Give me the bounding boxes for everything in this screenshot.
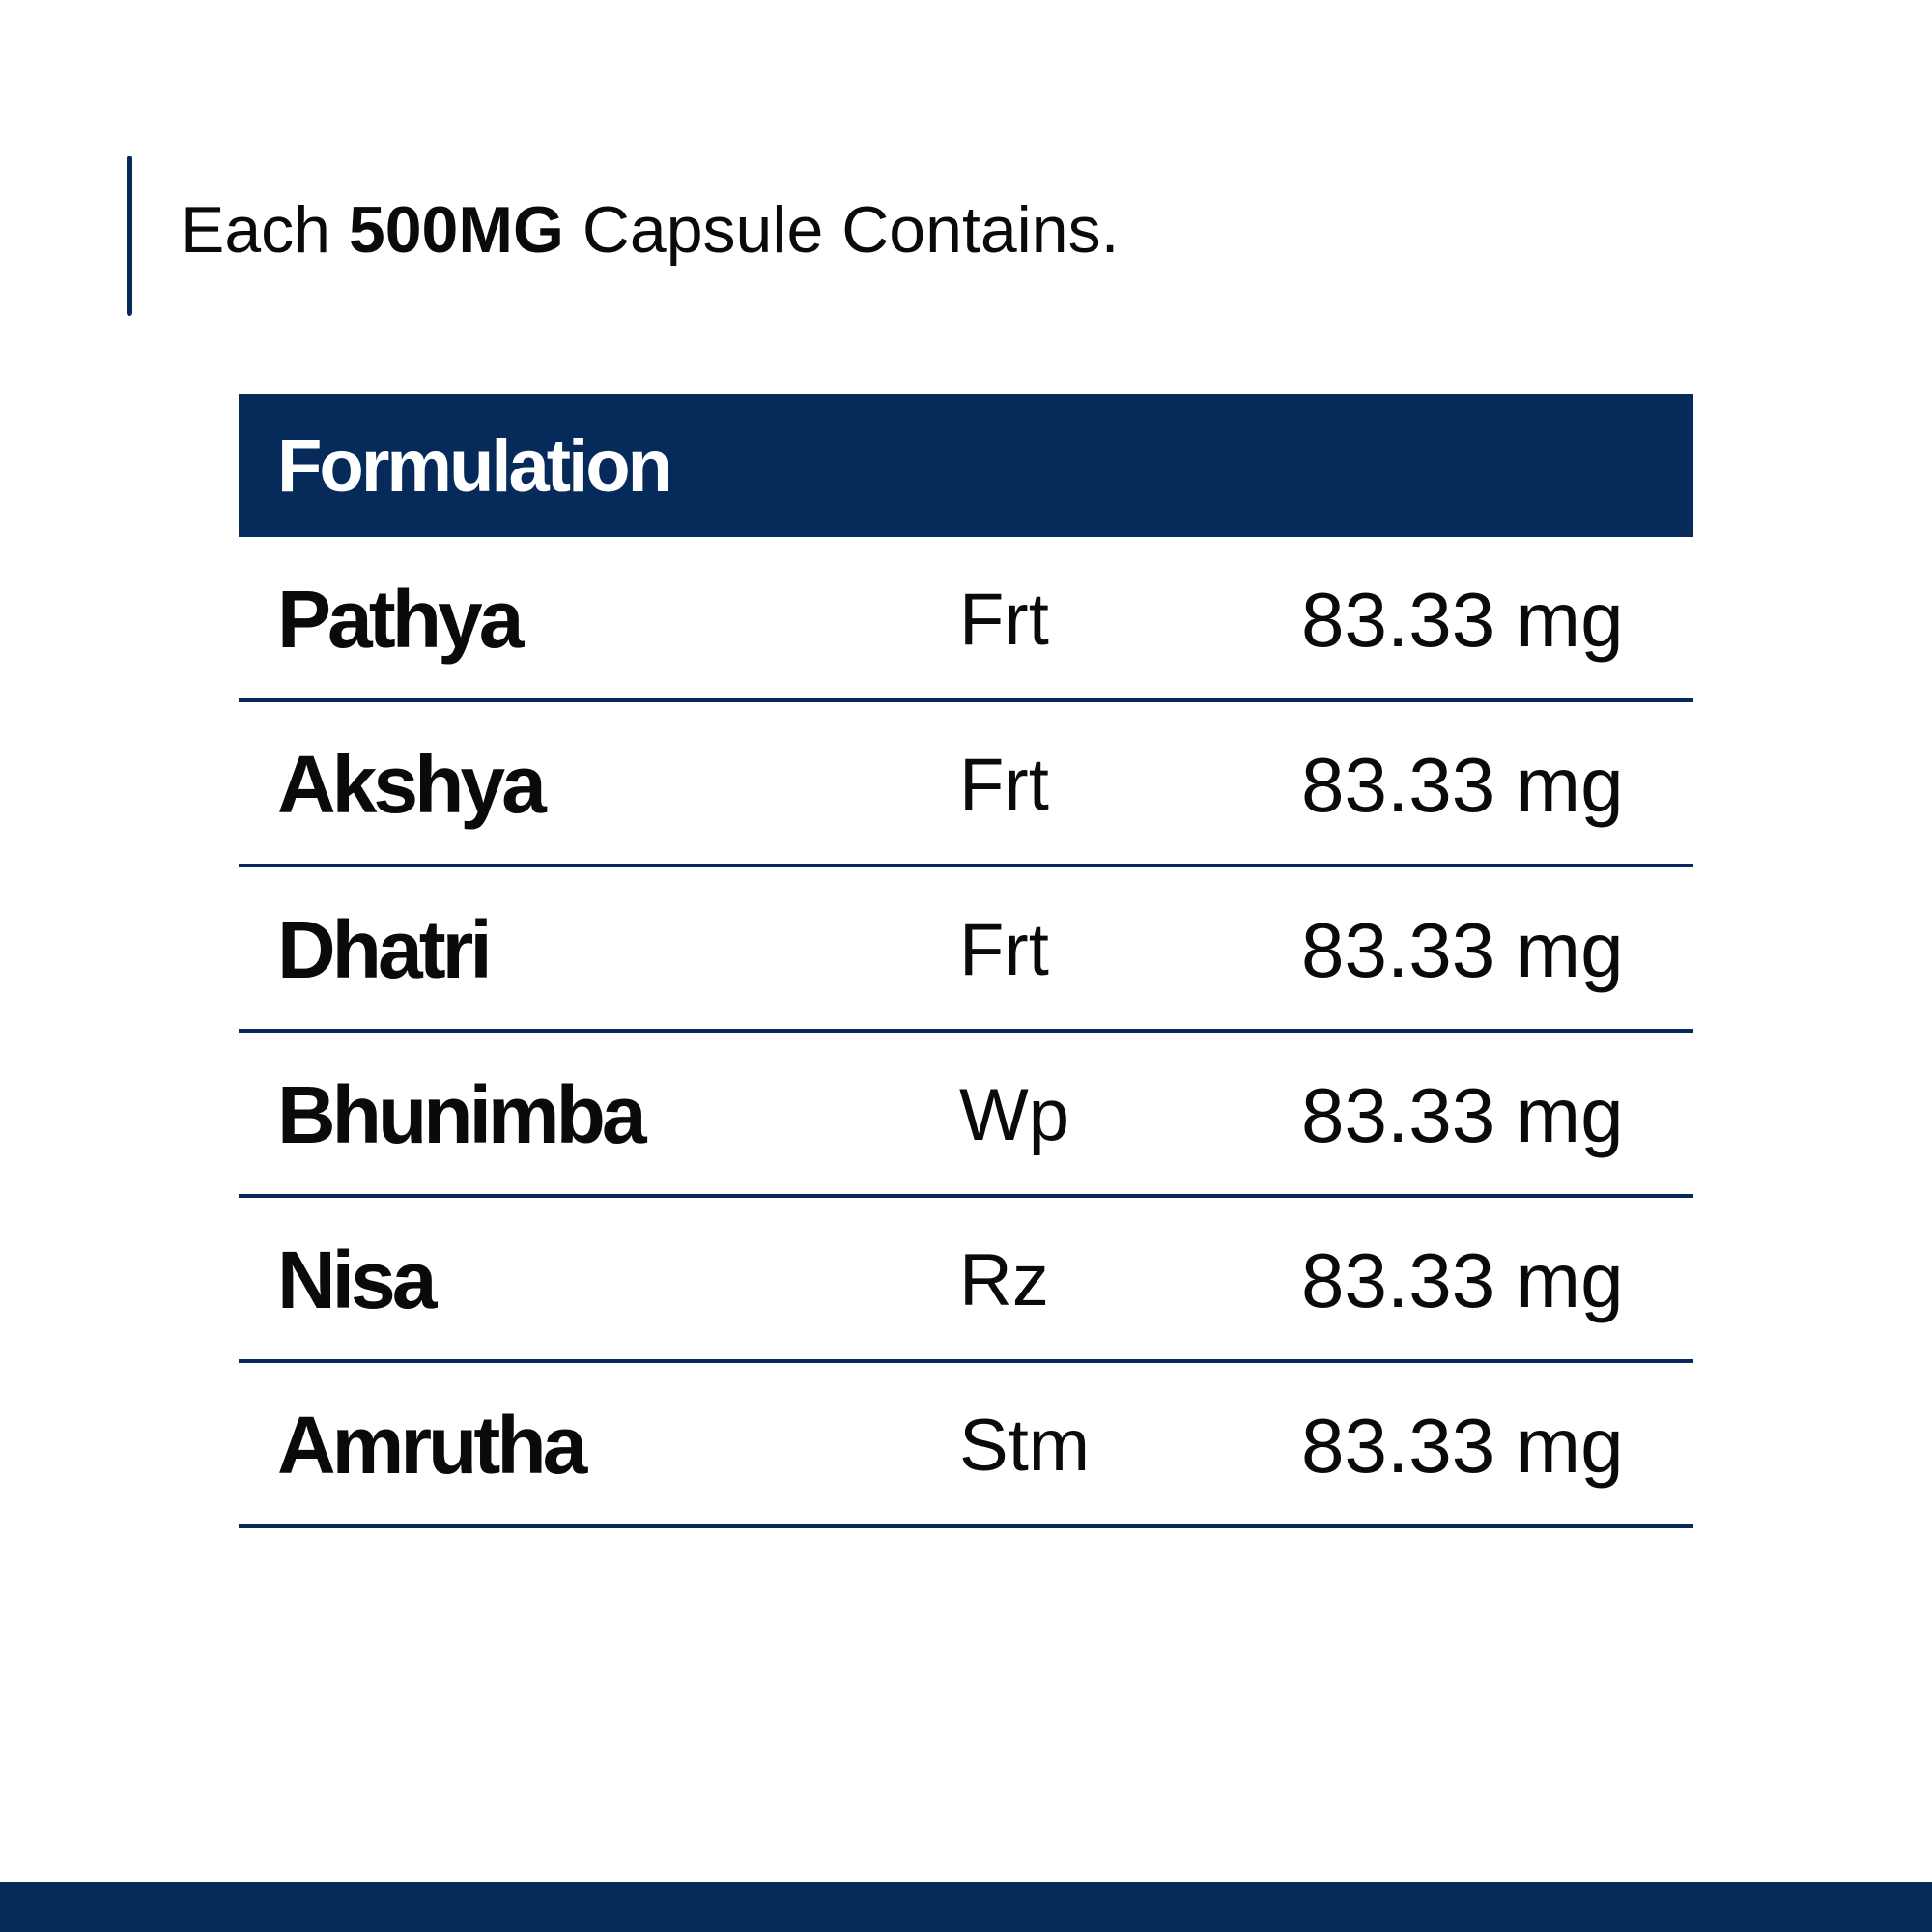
heading-accent-bar (127, 156, 132, 316)
table-row (239, 537, 1693, 702)
ingredient-name: Akshya (277, 739, 543, 830)
table-row (239, 702, 1693, 867)
heading-prefix: Each (181, 193, 330, 267)
table-row (239, 1198, 1693, 1363)
ingredient-part: Rz (959, 1239, 1049, 1321)
ingredient-quantity: 83.33 mg (1301, 576, 1624, 663)
ingredient-name: Nisa (277, 1235, 434, 1325)
ingredient-quantity: 83.33 mg (1301, 1071, 1624, 1158)
heading-suffix: Capsule Contains. (582, 193, 1120, 267)
ingredient-name: Dhatri (277, 904, 489, 995)
ingredient-name: Bhunimba (277, 1069, 643, 1160)
ingredient-part: Wp (959, 1074, 1069, 1156)
heading-dose: 500MG (348, 193, 564, 267)
formulation-table (239, 394, 1693, 1528)
ingredient-part: Frt (959, 909, 1049, 991)
table-row (239, 1033, 1693, 1198)
ingredient-part: Frt (959, 579, 1049, 661)
table-row (239, 867, 1693, 1033)
ingredient-quantity: 83.33 mg (1301, 741, 1624, 828)
footer-bar (0, 1882, 1932, 1932)
table-header-title: Formulation (277, 424, 670, 507)
ingredient-name: Amrutha (277, 1400, 584, 1491)
ingredient-name: Pathya (277, 574, 521, 665)
ingredient-quantity: 83.33 mg (1301, 1402, 1624, 1489)
ingredient-part: Frt (959, 744, 1049, 826)
ingredient-part: Stm (959, 1405, 1091, 1487)
table-header (239, 394, 1693, 537)
capsule-heading (181, 187, 1119, 272)
ingredient-quantity: 83.33 mg (1301, 1236, 1624, 1323)
ingredient-quantity: 83.33 mg (1301, 906, 1624, 993)
table-row (239, 1363, 1693, 1528)
